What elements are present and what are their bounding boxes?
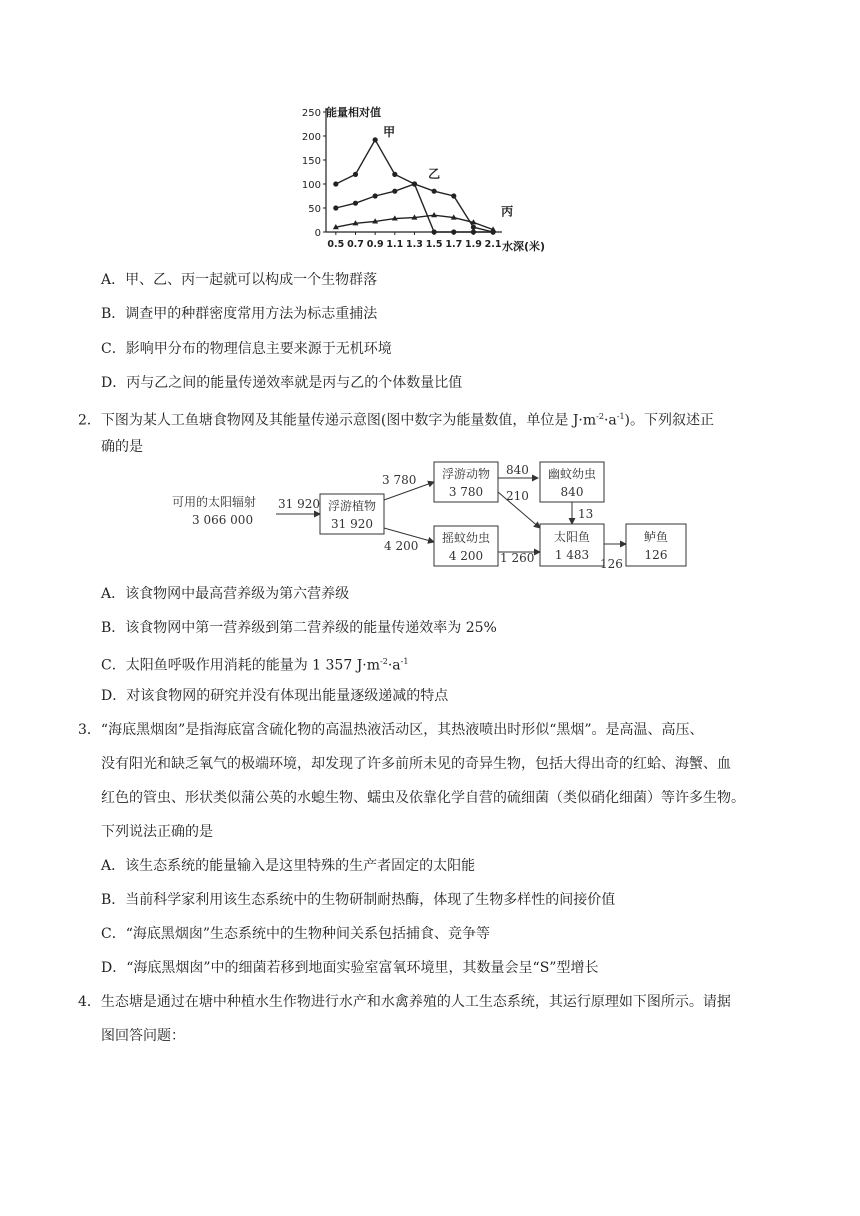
midge-larva-label: 摇蚊幼虫 xyxy=(441,531,491,545)
q2-option-c-sup2: -1 xyxy=(400,657,409,666)
perch-label: 鲈鱼 xyxy=(643,530,669,544)
chart-point xyxy=(333,181,338,186)
q2-option-d: D．对该食物网的研究并没有体现出能量逐级递减的特点 xyxy=(101,688,449,704)
chart-y-tick-label: 250 xyxy=(301,108,321,119)
zooplankton-label: 浮游动物 xyxy=(441,467,491,481)
q4-stem-line2: 图回答问题： xyxy=(101,1028,185,1044)
chart-point xyxy=(412,181,417,186)
sunfish-value: 1 483 xyxy=(554,548,590,562)
q2-stem-text: 2．下图为某人工鱼塘食物网及其能量传递示意图(图中数字为能量数值，单位是 J·m xyxy=(78,412,597,429)
arrow-ghost-sunfish-value: 13 xyxy=(578,507,594,521)
arrow-pp-shake-value: 4 200 xyxy=(384,539,419,553)
q1-option-a: A．甲、乙、丙一起就可以构成一个生物群落 xyxy=(101,272,378,288)
sunfish-label: 太阳鱼 xyxy=(553,530,591,544)
chart-y-label: 能量相对值 xyxy=(326,106,381,119)
q2-option-c xyxy=(101,653,408,675)
chart-x-tick-label: 1.9 xyxy=(465,239,482,250)
chart-point xyxy=(471,229,476,234)
phytoplankton-label: 浮游植物 xyxy=(327,499,377,513)
chart-x-label: 水深(米) xyxy=(502,240,546,253)
chart-x-tick-label: 0.7 xyxy=(347,239,364,250)
midge-larva-value: 4 200 xyxy=(448,549,484,563)
q2-stem-line1 xyxy=(78,408,714,430)
chart-point xyxy=(373,193,378,198)
q3-stem-line2: 没有阳光和缺乏氧气的极端环境，却发现了许多前所未见的奇异生物，包括大得出奇的红蛤、海蟹、血 xyxy=(101,756,731,772)
chart-point xyxy=(471,225,476,230)
q3-option-c: C．“海底黑烟囱”生态系统中的生物种间关系包括捕食、竞争等 xyxy=(101,926,491,942)
arrow-sun-plant-value: 31 920 xyxy=(278,497,320,511)
q2-stem-line2: 确的是 xyxy=(101,439,143,455)
chart-y-tick-label: 50 xyxy=(308,204,321,215)
arrow-sunfish-perch-value: 126 xyxy=(600,557,623,571)
q1-option-d: D．丙与乙之间的能量传递效率就是丙与乙的个体数量比值 xyxy=(101,375,463,391)
arrow-midge-sunfish-value: 1 260 xyxy=(500,551,535,565)
q2-option-c-mid: ·a xyxy=(387,657,401,674)
chart-point xyxy=(451,229,456,234)
solar-source-label: 可用的太阳辐射 xyxy=(172,495,257,509)
q2-unit-mid: ·a xyxy=(603,412,617,429)
perch-value: 126 xyxy=(644,548,668,562)
q2-stem-end: )。下列叙述正 xyxy=(624,412,715,429)
chart-x-tick-label: 1.1 xyxy=(386,239,404,250)
q1-option-c: C．影响甲分布的物理信息主要来源于无机环境 xyxy=(101,341,392,357)
arrow-pp-zoo-value: 3 780 xyxy=(382,473,417,487)
q2-option-c-text: C．太阳鱼呼吸作用消耗的能量为 1 357 J·m xyxy=(101,657,381,674)
chart-series-label: 甲 xyxy=(383,124,396,139)
q3-option-a: A．该生态系统的能量输入是这里特殊的生产者固定的太阳能 xyxy=(101,858,476,874)
chart-point xyxy=(392,189,397,194)
q2-option-a: A．该食物网中最高营养级为第六营养级 xyxy=(101,586,350,602)
q3-stem-line4: 下列说法正确的是 xyxy=(101,824,213,840)
chart-x-tick-label: 0.5 xyxy=(327,239,345,250)
chart-x-tick-label: 1.3 xyxy=(406,239,423,250)
chart-point xyxy=(373,137,378,142)
q4-stem-line1: 4．生态塘是通过在塘中种植水生作物进行水产和水禽养殖的人工生态系统，其运行原理如下图所示。请据 xyxy=(78,994,731,1010)
chart-y-tick-label: 200 xyxy=(301,132,321,143)
q2-option-c-sup1: -2 xyxy=(380,657,388,666)
chart-point xyxy=(451,193,456,198)
arrow-zoo-ghost-value: 840 xyxy=(506,463,529,477)
q2-unit-sup1: -2 xyxy=(596,412,604,421)
q3-option-d: D．“海底黑烟囱”中的细菌若移到地面实验室富氧环境里，其数量会呈“S”型增长 xyxy=(101,960,599,976)
arrow-zoo-sunfish-value: 210 xyxy=(506,489,529,503)
energy-depth-line-chart xyxy=(290,98,546,258)
q3-stem-line1: 3．“海底黑烟囱”是指海底富含硫化物的高温热液活动区，其热液喷出时形似“黑烟”。是高温、高压、 xyxy=(78,722,704,738)
chart-point xyxy=(353,172,358,177)
chart-x-tick-label: 1.7 xyxy=(445,239,463,250)
chart-x-tick-label: 1.5 xyxy=(425,239,443,250)
chart-y-tick-label: 100 xyxy=(301,180,321,191)
chaoborus-larva-label: 幽蚊幼虫 xyxy=(547,467,597,481)
solar-source-value: 3 066 000 xyxy=(192,513,254,527)
food-web-diagram xyxy=(160,462,700,574)
q3-option-b: B．当前科学家利用该生态系统中的生物研制耐热酶，体现了生物多样性的间接价值 xyxy=(101,892,616,908)
chart-point xyxy=(431,212,437,217)
q2-unit-sup2: -1 xyxy=(616,412,625,421)
chart-y-tick-label: 150 xyxy=(301,156,321,167)
zooplankton-value: 3 780 xyxy=(448,485,484,499)
chart-series-label: 乙 xyxy=(428,167,441,181)
chart-series-line-1 xyxy=(336,184,493,232)
chart-y-tick-label: 0 xyxy=(314,228,321,239)
phytoplankton-value: 31 920 xyxy=(331,517,373,531)
chart-x-tick-label: 0.9 xyxy=(366,239,384,250)
chart-point xyxy=(333,205,338,210)
chaoborus-larva-value: 840 xyxy=(560,485,584,499)
chart-x-tick-label: 2.1 xyxy=(484,239,502,250)
chart-series-label: 丙 xyxy=(501,204,514,219)
chart-point xyxy=(432,229,437,234)
q1-option-b: B．调查甲的种群密度常用方法为标志重捕法 xyxy=(101,306,378,322)
q2-option-b: B．该食物网中第一营养级到第二营养级的能量传递效率为 25% xyxy=(101,620,497,636)
chart-point xyxy=(432,189,437,194)
q3-stem-line3: 红色的管虫、形状类似蒲公英的水螅生物、蠕虫及依靠化学自营的硫细菌（类似硝化细菌）等许多生物。 xyxy=(101,790,745,806)
chart-point xyxy=(392,172,397,177)
chart-point xyxy=(353,201,358,206)
